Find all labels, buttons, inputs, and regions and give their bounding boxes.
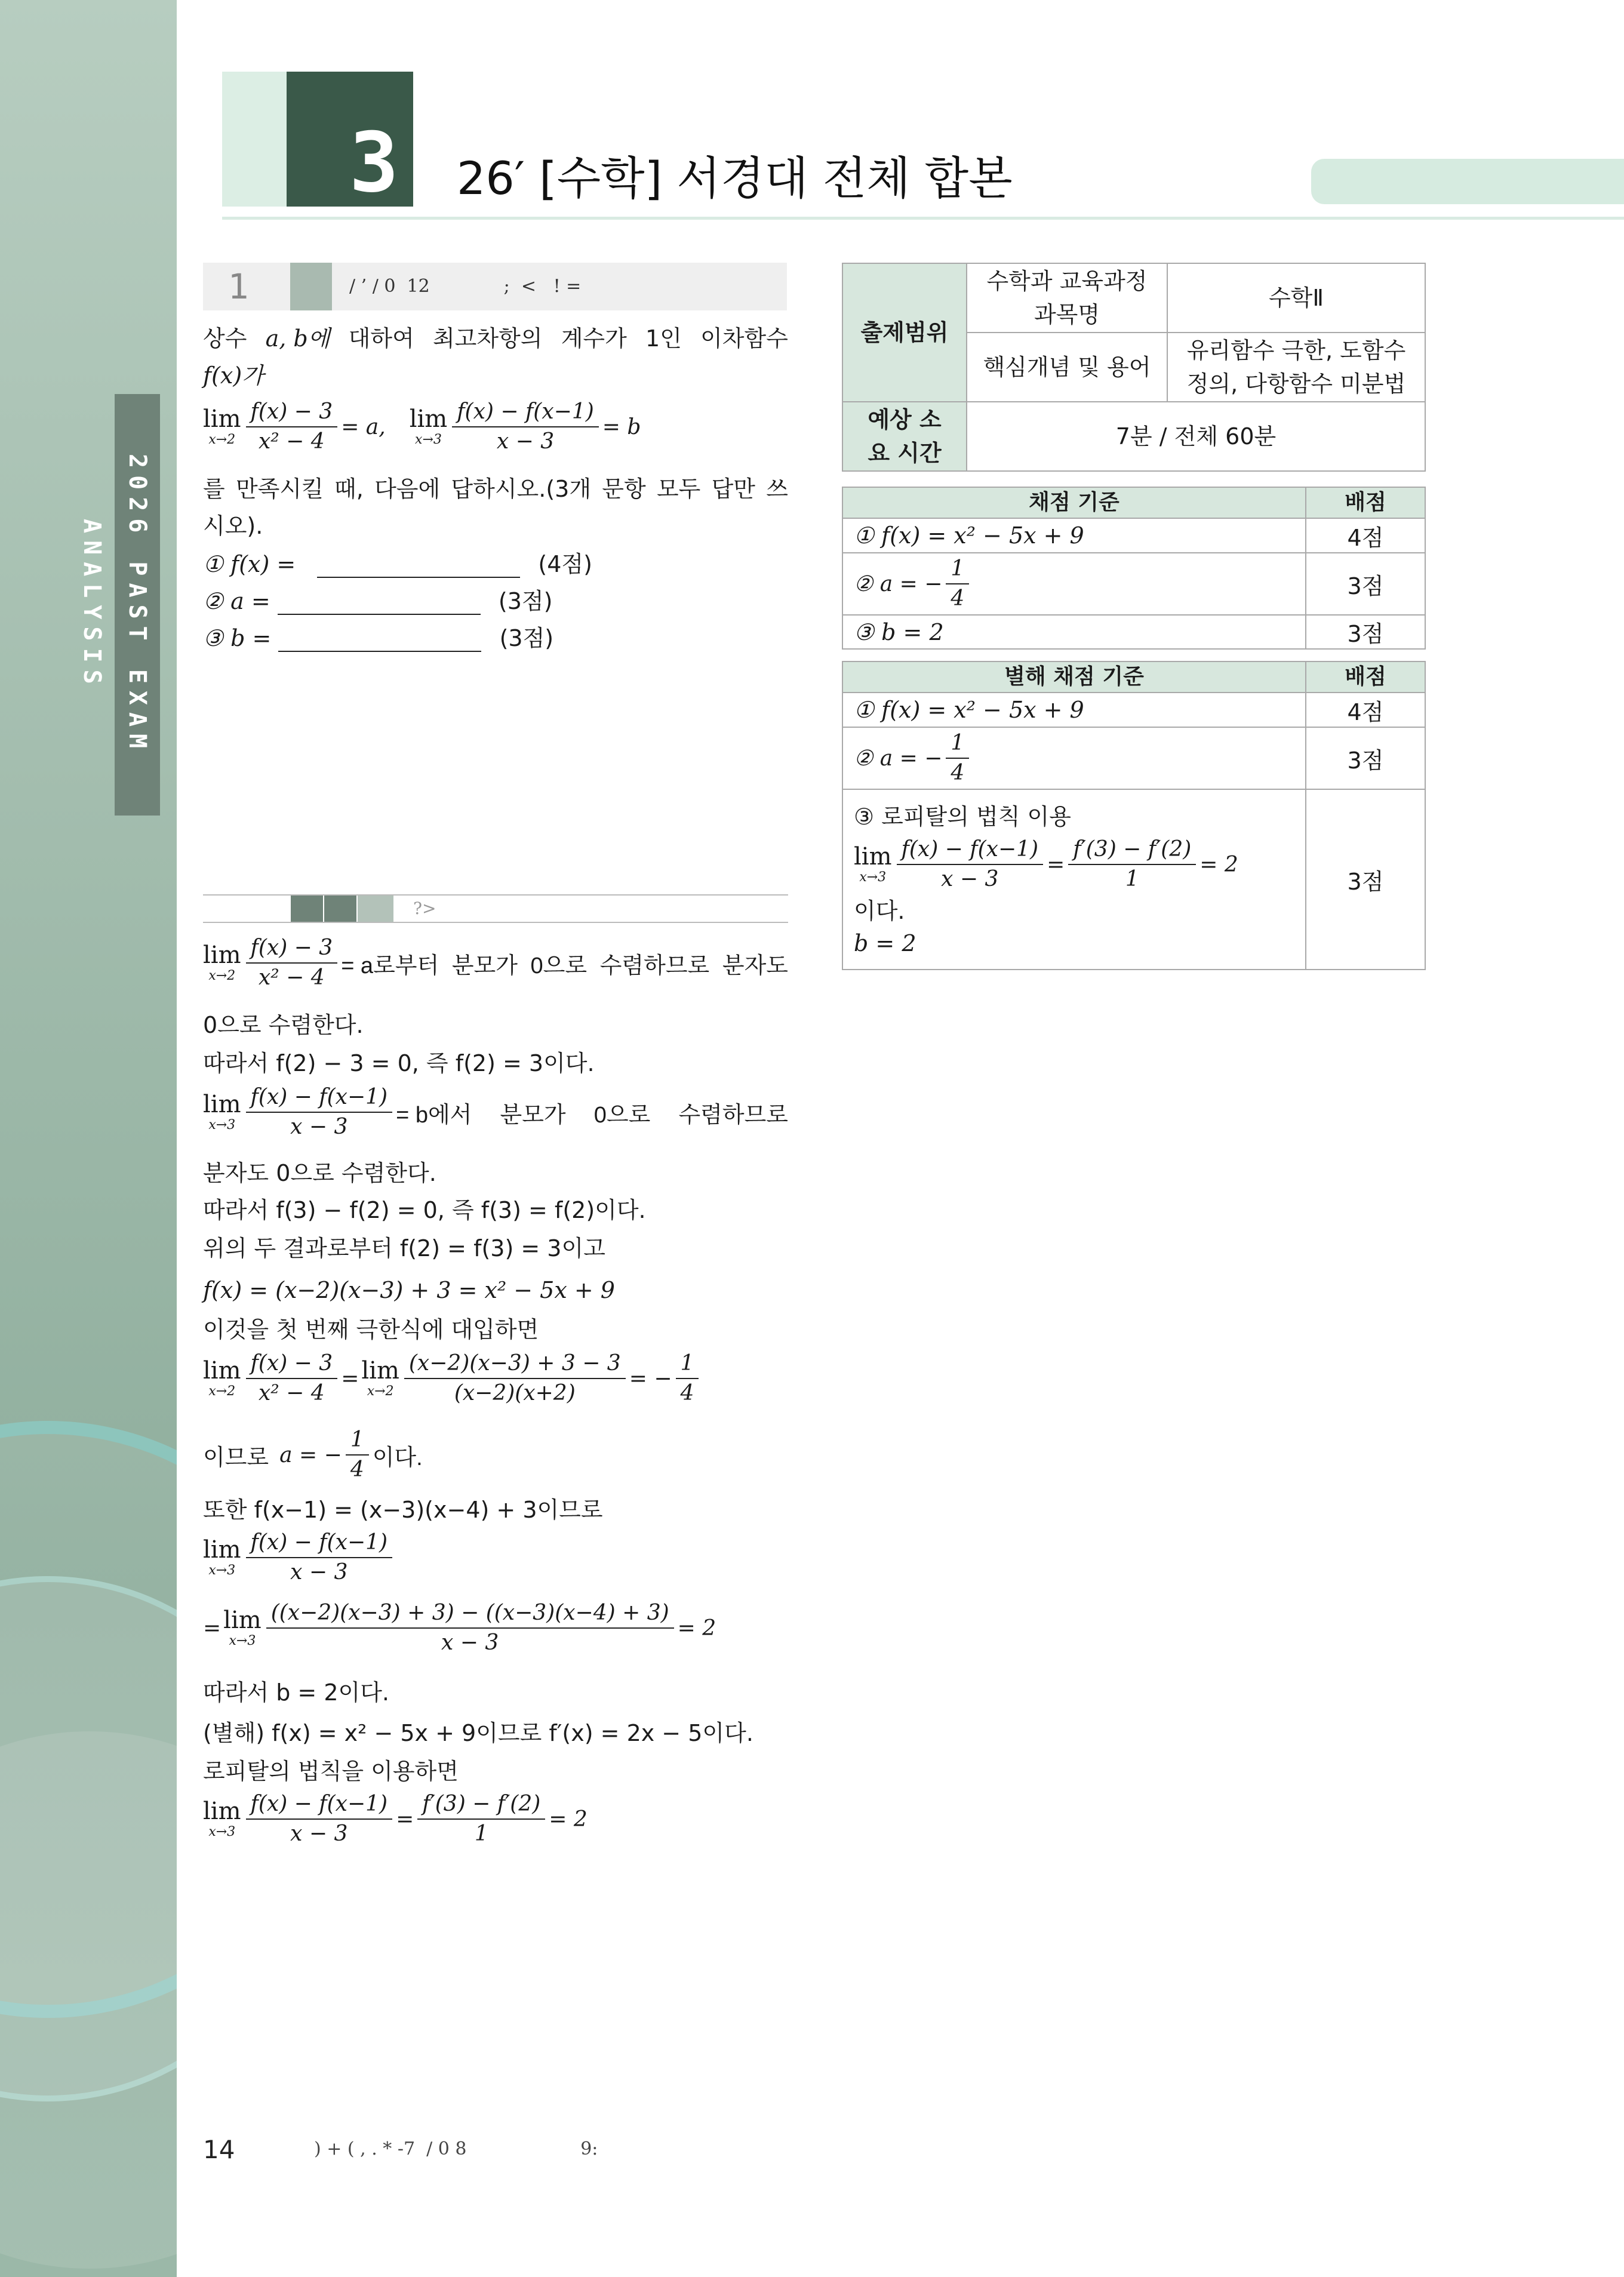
solution-step: lim x→3 $\frac{f(x) - f(x-1)}{x - 3}$ [203, 1530, 396, 1586]
grading-row-item: ③ b = 2 [842, 615, 1306, 649]
alt-grading-table [842, 661, 1426, 970]
solution-step: 이므로 a = − $\frac{1}{4}$ 이다. [203, 1427, 423, 1482]
chapter-accent-light [222, 72, 287, 207]
info-time-value: 7분 / 전체 60분 [967, 402, 1425, 471]
solution-step: 0으로 수렴한다. [203, 1012, 364, 1038]
question-stem-line: 상수 a, b에 대하여 최고차항의 계수가 1인 이차함수 [203, 325, 788, 352]
grading-row-score: 4점 [1306, 518, 1425, 553]
grading-row-item: ① f(x) = x² − 5x + 9 [842, 518, 1306, 553]
question-stem-line: f(x)가 [203, 362, 264, 389]
answer-line: ② a = (3점) [203, 588, 553, 614]
footer-meta-text: ) + ( , . * -7 / 0 8 9: [314, 2138, 598, 2159]
question-stem-line: 를 만족시킬 때, 다음에 답하시오.(3개 문항 모두 답만 쓰 [203, 476, 788, 502]
alt-row-score: 4점 [1306, 693, 1425, 727]
info-concept-value: 유리함수 극한, 도함수 정의, 다항함수 미분법 [1167, 333, 1425, 402]
solution-step: lim x→2 $\frac{f(x) - 3}{\text{x² − 4}}$ = lim x→2 $\frac{(x-2)(x-3) + 3 - 3}{(x-2)(x+2)}$ = − $\frac{1}{4}$ [203, 1350, 702, 1407]
chapter-number: 3 [349, 115, 399, 211]
alt-row-score: 3점 [1306, 789, 1425, 970]
question-condition-formula: lim x→2 $\frac{f(x) - 3}{\text{x² − 4}}$ = a, lim x→3 $\frac{f(x) - f(x-1)}{x - 3}$ = b [203, 399, 641, 454]
info-scope-label: 출제범위 [842, 263, 967, 402]
alt-row-score: 3점 [1306, 727, 1425, 789]
solution-divider [203, 922, 788, 923]
solution-label: ?> [413, 899, 436, 918]
question-number: 1 [227, 266, 249, 307]
solution-step: 또한 f(x−1) = (x−3)(x−4) + 3이므로 [203, 1497, 603, 1523]
solution-step: 따라서 b = 2이다. [203, 1679, 389, 1706]
page-title: 26′ [수학] 서경대 전체 합본 [457, 152, 1013, 205]
info-time-label: 예상 소요 시간 [842, 402, 967, 471]
solution-step: = lim x→3 $\frac{((x-2)(x-3) + 3) - ((x-3)(x-4) + 3)}{x - 3}$ = 2 [203, 1601, 716, 1655]
answer-blank[interactable] [278, 628, 481, 652]
solution-step: 위의 두 결과로부터 f(2) = f(3) = 3이고 [203, 1235, 605, 1261]
question-stem-line: 시오). [203, 513, 263, 539]
solution-step: 따라서 f(3) − f(2) = 0, 즉 f(3) = f(2)이다. [203, 1197, 646, 1223]
page-number: 14 [203, 2135, 235, 2164]
answer-blank[interactable] [278, 591, 481, 615]
solution-header-chip [291, 896, 323, 922]
question-meta-text: / ’ / 0 12 ; < ! = [349, 276, 582, 297]
info-subject-label: 수학과 교육과정 과목명 [967, 263, 1167, 333]
solution-step: lim x→3 $\frac{f(x) - f(x-1)}{x - 3}$ = $\frac{f'(3) - f'(2)}{1}$ = 2 [203, 1792, 588, 1846]
solution-header-chip [324, 896, 356, 922]
solution-step: lim x→3 $\frac{f(x) - f(x-1)}{x - 3}$ = b에서 분모가 0으로 수렴하므로 [203, 1085, 788, 1139]
decorative-bubble [0, 1731, 177, 2269]
solution-step: 따라서 f(2) − 3 = 0, 즉 f(2) = 3이다. [203, 1050, 595, 1076]
answer-blank[interactable] [317, 554, 520, 578]
solution-header-chip [358, 896, 393, 922]
left-sidebar [0, 0, 177, 2277]
answer-line: ③ b = (3점) [203, 625, 554, 651]
solution-step: f(x) = (x−2)(x−3) + 3 = x² − 5x + 9 [203, 1277, 615, 1303]
info-subject-value: 수학Ⅱ [1167, 263, 1425, 333]
alt-header-criteria: 별해 채점 기준 [842, 661, 1306, 693]
sidebar-vertical-text: 2026 PAST EXAM ANALYSIS [78, 454, 151, 756]
solution-step: 분자도 0으로 수렴한다. [203, 1160, 436, 1186]
info-concept-label: 핵심개념 및 용어 [967, 333, 1167, 402]
alt-row-item: ① f(x) = x² − 5x + 9 [842, 693, 1306, 727]
grading-criteria-table [842, 487, 1426, 650]
question-header-chip [290, 263, 332, 310]
grading-header-score: 배점 [1306, 487, 1425, 518]
grading-row-item: ② a = − $\frac{1}{4}$ [842, 553, 1306, 615]
solution-step: 로피탈의 법칙을 이용하면 [203, 1758, 459, 1784]
alt-header-score: 배점 [1306, 661, 1425, 693]
answer-line: ① f(x) = (4점) [203, 551, 592, 577]
solution-step: lim x→2 $\frac{f(x) - 3}{\text{x² − 4}}$ = a로부터 분모가 0으로 수렴하므로 분자도 [203, 936, 788, 990]
grading-row-score: 3점 [1306, 615, 1425, 649]
exam-info-table [842, 263, 1426, 472]
title-decorative-pill [1311, 159, 1624, 204]
solution-step: (별해) f(x) = x² − 5x + 9이므로 f′(x) = 2x − 5이다. [203, 1720, 753, 1746]
grading-row-score: 3점 [1306, 553, 1425, 615]
grading-header-criteria: 채점 기준 [842, 487, 1306, 518]
header-divider [222, 217, 1624, 220]
solution-step: 이것을 첫 번째 극한식에 대입하면 [203, 1316, 539, 1343]
alt-row-item: ③ 로피탈의 법칙 이용 lim x→3 $\frac{f(x) - f(x-1)}{x - 3}$ = $\frac{f'(3) - f'(2)}{1}$ = 2 이다. b = 2 [842, 789, 1306, 970]
alt-row-item: ② a = − $\frac{1}{4}$ [842, 727, 1306, 789]
